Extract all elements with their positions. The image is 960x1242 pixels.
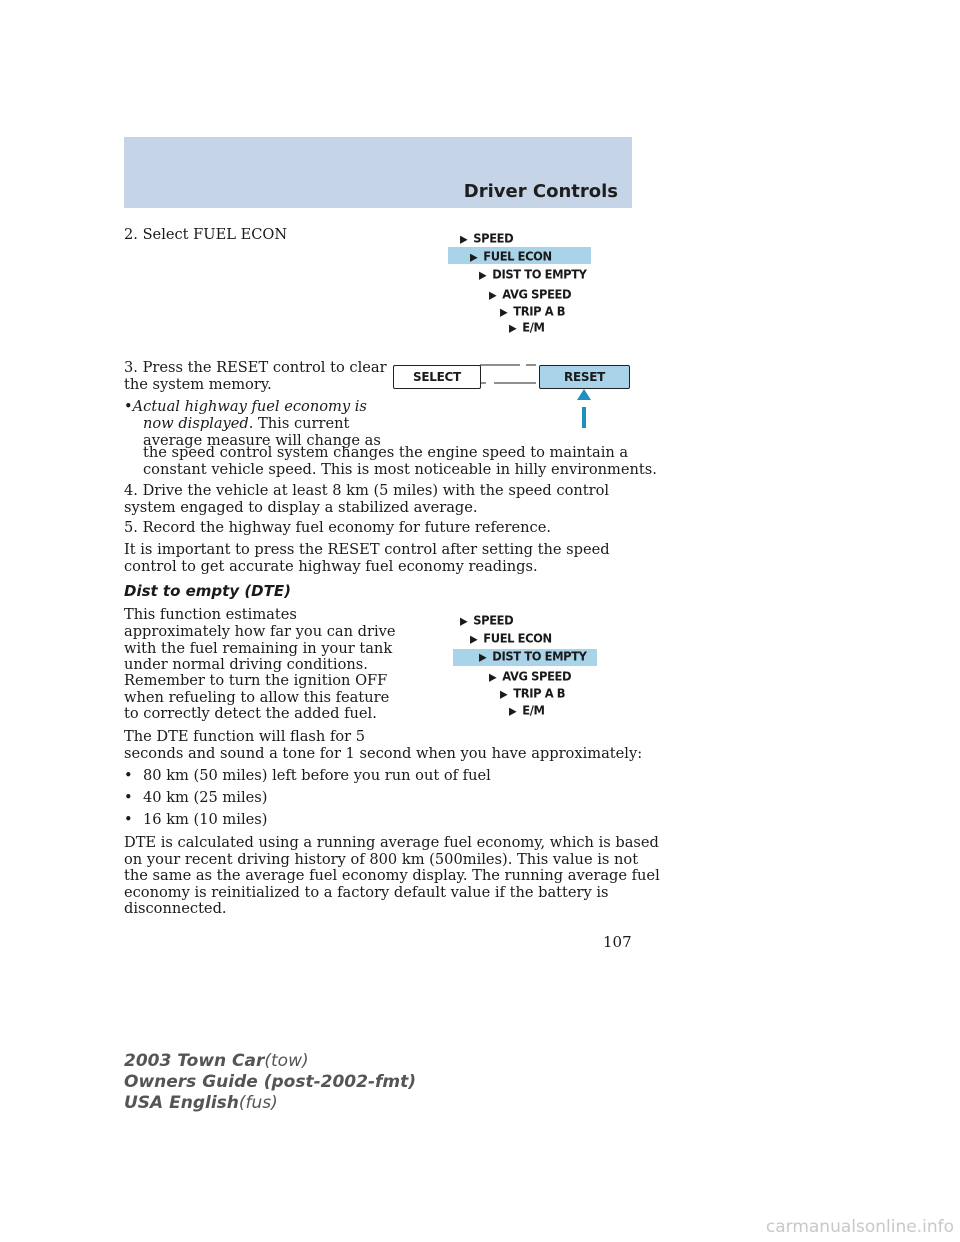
dte-p2-line-1: The DTE function will flash for 5 [124, 728, 366, 745]
triangle-right-icon: ▶ [479, 651, 487, 664]
dte-p3-line-3: the same as the average fuel economy display. The running average fuel [124, 867, 660, 884]
bullet-actual-highway: •Actual highway fuel economy is [124, 398, 367, 415]
triangle-right-icon: ▶ [509, 322, 517, 335]
triangle-right-icon: ▶ [470, 633, 478, 646]
page-number: 107 [603, 933, 632, 951]
bullet-line-3: average measure will change as [143, 432, 381, 449]
section-header-band [124, 137, 632, 208]
step-5-text: 5. Record the highway fuel economy for future reference. [124, 519, 552, 536]
footer-line-2: Owners Guide (post-2002-fmt) [124, 1072, 417, 1092]
menu-item-avg-speed: ▶ AVG SPEED [489, 286, 572, 302]
footer-line-3: USA English(fus) [124, 1093, 278, 1113]
dte-p3-line-2: on your recent driving history of 800 km (500miles). This value is not [124, 851, 639, 868]
select-button: SELECT [393, 365, 481, 389]
dte-p3-line-5: disconnected. [124, 900, 227, 917]
menu-item-trip-a-b: ▶ TRIP A B [500, 685, 566, 701]
note-line-2: control to get accurate highway fuel economy readings. [124, 558, 538, 575]
dte-p1-line-4: under normal driving conditions. [124, 656, 368, 673]
dte-p1-line-5: Remember to turn the ignition OFF [124, 672, 388, 689]
list-item: • 40 km (25 miles) [124, 789, 268, 806]
menu-item-dist-to-empty: ▶ DIST TO EMPTY [479, 648, 587, 664]
triangle-right-icon: ▶ [500, 306, 508, 319]
list-item: • 16 km (10 miles) [124, 811, 268, 828]
step-2-text: 2. Select FUEL ECON [124, 226, 288, 243]
dte-p3-line-1: DTE is calculated using a running average fuel economy, which is based [124, 834, 659, 851]
menu-item-dist-to-empty: ▶ DIST TO EMPTY [479, 266, 587, 282]
triangle-right-icon: ▶ [509, 705, 517, 718]
dte-heading: Dist to empty (DTE) [124, 582, 291, 600]
step-4-line-1: 4. Drive the vehicle at least 8 km (5 miles) with the speed control [124, 482, 610, 499]
triangle-right-icon: ▶ [470, 251, 478, 264]
menu-item-fuel-econ: ▶ FUEL ECON [470, 630, 552, 646]
step-3-line-1: 3. Press the RESET control to clear [124, 359, 387, 376]
triangle-right-icon: ▶ [500, 688, 508, 701]
menu-item-speed: ▶ SPEED [460, 612, 514, 628]
dte-p1-line-2: approximately how far you can drive [124, 623, 396, 640]
footer-line-1: 2003 Town Car(tow) [124, 1051, 309, 1071]
list-item: • 80 km (50 miles) left before you run out of fuel [124, 767, 491, 784]
bullet-line-5: constant vehicle speed. This is most noticeable in hilly environments. [143, 461, 657, 478]
dte-p1-line-7: to correctly detect the added fuel. [124, 705, 377, 722]
dte-p1-line-6: when refueling to allow this feature [124, 689, 390, 706]
watermark: carmanualsonline.info [765, 1217, 954, 1237]
dte-p3-line-4: economy is reinitialized to a factory default value if the battery is [124, 884, 609, 901]
triangle-right-icon: ▶ [460, 233, 468, 246]
bullet-actual-highway-line-2: now displayed. This current [143, 415, 350, 432]
triangle-right-icon: ▶ [460, 615, 468, 628]
note-line-1: It is important to press the RESET control after setting the speed [124, 541, 610, 558]
reset-button: RESET [539, 365, 630, 389]
menu-item-trip-a-b: ▶ TRIP A B [500, 303, 566, 319]
triangle-right-icon: ▶ [489, 289, 497, 302]
triangle-right-icon: ▶ [479, 269, 487, 282]
bullet-dot: • [124, 398, 133, 415]
arrow-up-icon [573, 389, 595, 429]
bullet-line-4: the speed control system changes the engine speed to maintain a [143, 444, 629, 461]
menu-item-e-m: ▶ E/M [509, 702, 545, 718]
menu-item-avg-speed: ▶ AVG SPEED [489, 668, 572, 684]
triangle-right-icon: ▶ [489, 671, 497, 684]
step-4-line-2: system engaged to display a stabilized average. [124, 499, 478, 516]
dte-p1-line-3: with the fuel remaining in your tank [124, 640, 393, 657]
menu-item-speed: ▶ SPEED [460, 230, 514, 246]
connector-lines [480, 360, 542, 390]
step-3-line-2: the system memory. [124, 376, 272, 393]
dte-p2-line-2: seconds and sound a tone for 1 second when you have approximately: [124, 745, 643, 762]
menu-item-fuel-econ: ▶ FUEL ECON [470, 248, 552, 264]
section-title: Driver Controls [463, 181, 618, 202]
dte-p1-line-1: This function estimates [124, 606, 297, 623]
menu-item-e-m: ▶ E/M [509, 319, 545, 335]
